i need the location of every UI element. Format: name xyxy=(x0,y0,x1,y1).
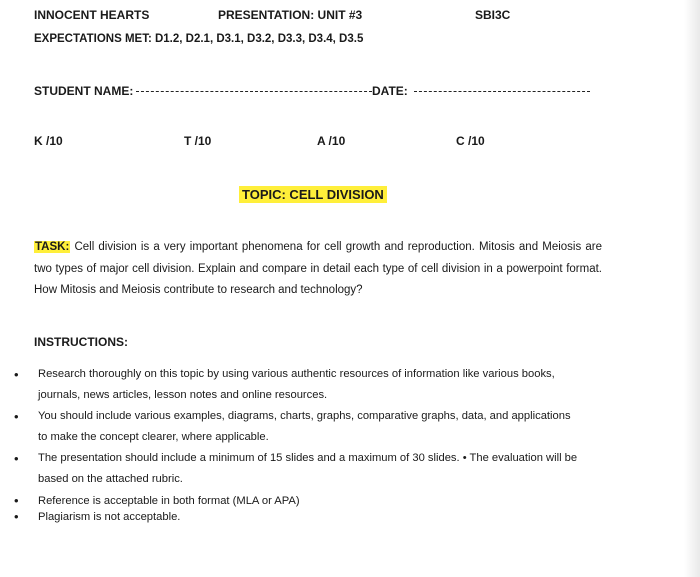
task-text: Cell division is a very important phenomena for cell growth and reproduction. Mitosis and Meiosis are two types of major cell division. Explain and compare in detail each type of cell division in a powerpoint format. How Mitosis and Meiosis contribute to research and technology? xyxy=(34,241,602,296)
score-application: A /10 xyxy=(317,134,346,148)
instruction-text: You should include various examples, diagrams, charts, graphs, comparative graphs, data, and applications to make the concept clearer, where applicable. xyxy=(38,410,571,443)
date-blank xyxy=(414,91,590,92)
instruction-text: Reference is acceptable in both format (MLA or APA) xyxy=(38,495,300,507)
course-code: SBI3C xyxy=(475,8,511,22)
bullet-icon: • xyxy=(14,367,19,382)
bullet-icon: • xyxy=(14,493,19,508)
score-knowledge: K /10 xyxy=(34,134,63,148)
task-label: TASK: xyxy=(35,241,70,253)
topic-heading: TOPIC: CELL DIVISION xyxy=(239,186,387,203)
presentation-title: PRESENTATION: UNIT #3 xyxy=(218,8,363,22)
bullet-icon: • xyxy=(14,451,19,466)
student-name-label: STUDENT NAME: xyxy=(34,84,134,98)
instructions-heading: INSTRUCTIONS: xyxy=(34,335,128,349)
score-thinking: T /10 xyxy=(184,134,212,148)
task-paragraph xyxy=(34,237,602,302)
instruction-text: Plagiarism is not acceptable. xyxy=(38,511,181,523)
bullet-icon: • xyxy=(14,509,19,524)
expectations-met: EXPECTATIONS MET: D1.2, D2.1, D3.1, D3.2, D3.3, D3.4, D3.5 xyxy=(34,33,364,45)
page-edge-shadow xyxy=(684,0,700,577)
score-communication: C /10 xyxy=(456,134,485,148)
instruction-text: The presentation should include a minimum of 15 slides and a maximum of 30 slides. • The evaluation will be based on the attached rubric. xyxy=(38,452,578,485)
student-name-blank xyxy=(136,91,372,92)
instruction-text: Research thoroughly on this topic by using various authentic resources of information like various books, journals, news articles, lesson notes and online resources. xyxy=(38,368,555,401)
school-name: INNOCENT HEARTS xyxy=(34,8,150,22)
bullet-icon: • xyxy=(14,409,19,424)
date-label: DATE: xyxy=(372,84,408,98)
